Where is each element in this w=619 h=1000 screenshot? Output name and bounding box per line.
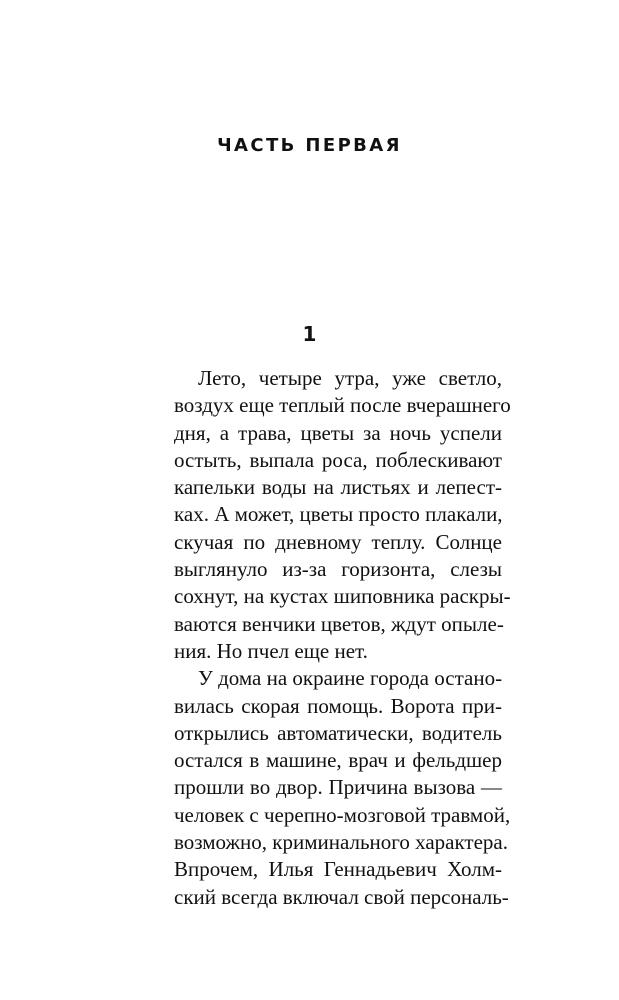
text-line: ваются венчики цветов, ждут опыле-: [174, 611, 504, 636]
text-line: остыть, выпала роса, поблескивают: [174, 447, 502, 472]
text-line: У дома на окраине города остано-: [198, 666, 503, 691]
text-line: остался в машине, врач и фельдшер: [174, 748, 502, 773]
text-line: сохнут, на кустах шиповника раскры-: [174, 584, 511, 609]
text-line: дня, а трава, цветы за ночь успели: [174, 420, 502, 445]
text-line: выглянуло из-за горизонта, слезы: [174, 557, 502, 582]
text-line: открылись автоматически, водитель: [174, 720, 502, 745]
paragraph-1: [174, 365, 511, 665]
text-line: скучая по дневному теплу. Солнце: [174, 529, 502, 554]
body-text: [174, 365, 511, 911]
text-line: Лето, четыре утра, уже светло,: [198, 366, 502, 390]
text-line: капельки воды на листьях и лепест-: [174, 475, 502, 500]
chapter-number: 1: [302, 322, 317, 346]
text-line: возможно, криминального характера.: [174, 830, 508, 855]
paragraph-2: [174, 665, 511, 911]
text-line: ский всегда включал свой персональ-: [174, 884, 509, 909]
text-line: Впрочем, Илья Геннадьевич Холм-: [174, 857, 502, 882]
text-line: прошли во двор. Причина вызова —: [174, 775, 502, 800]
text-line: воздух еще теплый после вчерашнего: [174, 393, 511, 418]
part-title: ЧАСТЬ ПЕРВАЯ: [217, 135, 402, 156]
text-line: человек с черепно-мозговой травмой,: [174, 802, 511, 827]
text-line: ках. А может, цветы просто плакали,: [174, 502, 503, 527]
text-line: ния. Но пчел еще нет.: [174, 638, 368, 663]
text-line: вилась скорая помощь. Ворота при-: [174, 693, 502, 718]
